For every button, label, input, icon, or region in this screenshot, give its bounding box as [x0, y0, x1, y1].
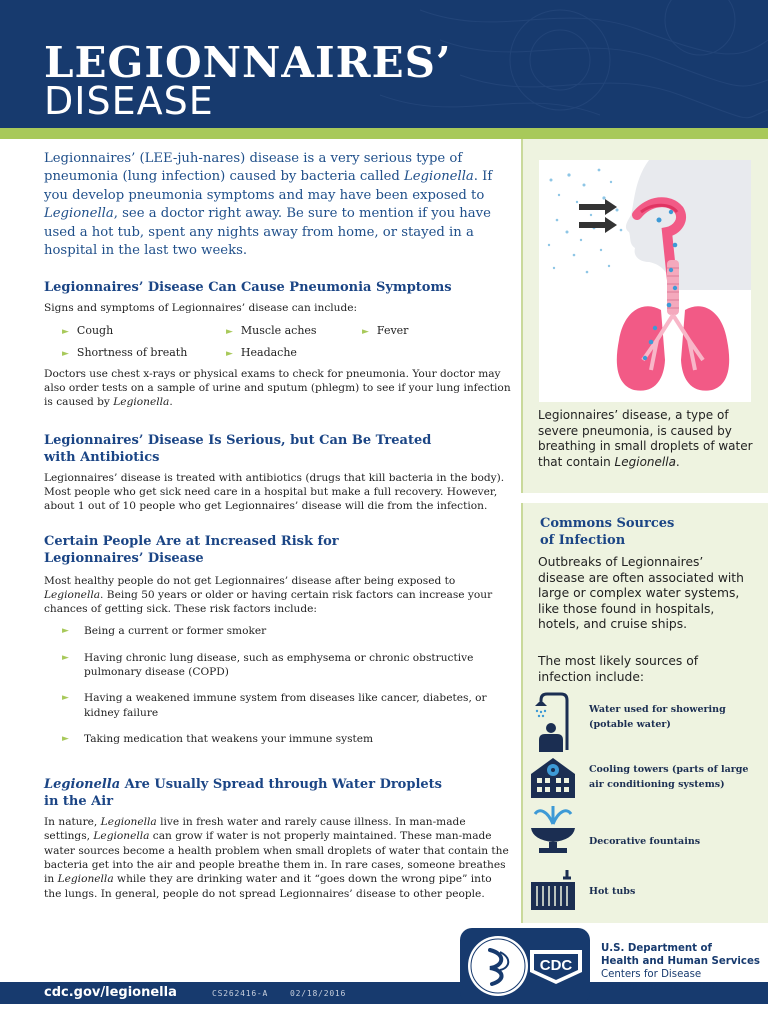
spread-heading: Legionella Are Usually Spread through Water Droplets in the Air — [44, 777, 442, 810]
hhs-name-line1: U.S. Department of — [601, 943, 712, 954]
bullet-triangle-icon: ► — [62, 652, 69, 663]
publication-date: 02/18/2016 — [290, 989, 347, 998]
header-banner — [0, 0, 768, 128]
sources-paragraph: Outbreaks of Legionnaires’ disease are often associated with large or complex water systems, like those found in hospitals, hotels, and cruise ships. — [538, 555, 744, 631]
list-item: ► Taking medication that weakens your immune system — [62, 732, 374, 745]
bullet-triangle-icon: ► — [226, 326, 233, 337]
sources-lead: The most likely sources of infection include: — [538, 654, 699, 684]
footer-white-margin — [0, 1004, 768, 1024]
cdc-name-line1: Centers for Disease — [601, 969, 702, 980]
risk-heading: Certain People Are at Increased Risk for Legionnaires’ Disease — [44, 533, 339, 566]
symptoms-lead: Signs and symptoms of Legionnaires’ disease can include: — [44, 302, 358, 315]
page-title-line2: DISEASE — [44, 79, 214, 123]
cdc-name-line2: Control and Prevention — [601, 982, 718, 993]
bullet-triangle-icon: ► — [62, 693, 69, 704]
source-item-shower: Water used for showering (potable water) — [589, 704, 726, 730]
source-item-fountains: Decorative fountains — [589, 836, 701, 847]
list-item: ► Muscle aches — [226, 323, 317, 337]
bullet-triangle-icon: ► — [226, 348, 233, 359]
illustration-caption: Legionnaires’ disease, a type of severe pneumonia, is caused by breathing in small droplets of water that contain Legionella. — [538, 408, 753, 469]
serious-body: Legionnaires’ disease is treated with antibiotics (drugs that kill bacteria in the body). Most people who get sick need care in a hospital but make a full recovery. However, about 1 out of 10 people who get Legionnaires’ disease will die from the infection. — [44, 471, 505, 513]
sources-heading: Commons Sources of Infection — [540, 516, 675, 548]
symptoms-heading: Legionnaires’ Disease Can Cause Pneumonia Symptoms — [44, 280, 452, 296]
risk-factors-list — [44, 624, 512, 746]
shower-icon — [527, 692, 577, 754]
cdc-logo-text: CDC — [539, 957, 573, 974]
source-item-cooling-towers: Cooling towers (parts of large air conditioning systems) — [589, 764, 749, 790]
list-item: ► Having a weakened immune system from diseases like cancer, diabetes, or kidney failure — [62, 692, 487, 719]
list-item: ► Fever — [362, 323, 409, 337]
fountain-icon — [527, 802, 579, 856]
bullet-triangle-icon: ► — [62, 733, 69, 744]
list-item: ► Being a current or former smoker — [62, 625, 267, 638]
list-item: ► Headache — [226, 345, 297, 359]
header-accent-stripe — [0, 128, 768, 139]
hhs-name-line2: Health and Human Services — [601, 956, 760, 967]
cdc-logo-icon — [526, 946, 586, 986]
list-item: ► Shortness of breath — [62, 345, 188, 359]
lungs-illustration-graphic — [539, 160, 751, 402]
bullet-triangle-icon: ► — [62, 326, 69, 337]
symptoms-diagnosis-text: Doctors use chest x-rays or physical exams to check for pneumonia. Your doctor may also order tests on a sample of urine and sputum (phlegm) to see if your lung infection is caused by Legionella. — [44, 367, 511, 409]
main-column — [44, 150, 512, 901]
spread-body: In nature, Legionella live in fresh water and rarely cause illness. In man-made settings, Legionella can grow if water is not properly maintained. These man-made water sources become a health problem when small droplets of water that contain the bacteria get into the air and people breathe them in. In rare cases, someone breathes in Legionella while they are drinking water and it “goes down the wrong pipe” into the lungs. In general, people do not spread Legionnaires’ disease to other people. — [44, 816, 509, 900]
bullet-triangle-icon: ► — [62, 626, 69, 637]
risk-intro: Most healthy people do not get Legionnaires’ disease after being exposed to Legionella. Being 50 years or older or having certain risk factors can increase your chances of getting sick. These risk factors include: — [44, 574, 493, 616]
page-title-line1: LEGIONNAIRES’ — [44, 38, 452, 87]
publication-code: CS262416-A — [212, 989, 269, 998]
serious-heading: Legionnaires’ Disease Is Serious, but Can Be Treated with Antibiotics — [44, 432, 432, 465]
list-item: ► Having chronic lung disease, such as emphysema or chronic obstructive pulmonary disease (COPD) — [62, 651, 474, 678]
hot-tub-icon — [527, 866, 579, 912]
intro-paragraph: Legionnaires’ (LEE-juh-nares) disease is a very serious type of pneumonia (lung infection) caused by bacteria called Legionella. If you develop pneumonia symptoms and may have been exposed to Legionella, see a doctor right away. Be sure to mention if you have used a hot tub, spent any nights away from home, or stayed in a hospital in the last two weeks. — [44, 151, 493, 259]
footer-url-link[interactable]: cdc.gov/legionella — [44, 985, 177, 1000]
list-item: ► Cough — [62, 323, 114, 337]
bullet-triangle-icon: ► — [362, 326, 369, 337]
lungs-illustration — [539, 160, 751, 402]
source-item-hot-tubs: Hot tubs — [589, 886, 636, 897]
cooling-tower-icon — [527, 754, 579, 800]
bullet-triangle-icon: ► — [62, 348, 69, 359]
symptoms-list — [44, 320, 512, 364]
